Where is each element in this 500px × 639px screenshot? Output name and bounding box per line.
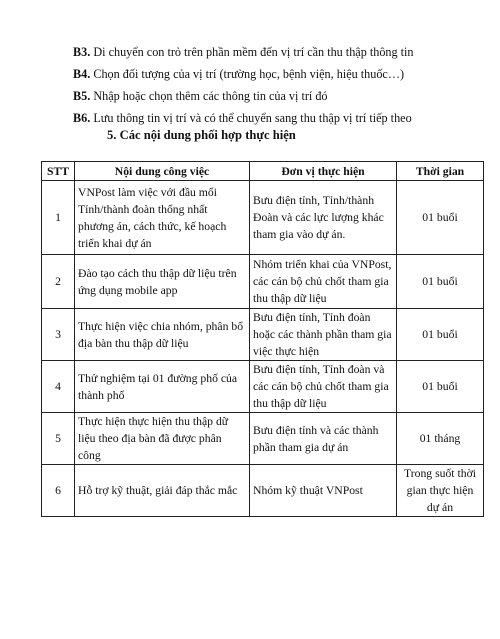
table-header-row [42, 162, 484, 181]
cell-stt: 1 [42, 181, 75, 255]
cell-unit: Bưu điện tỉnh, Tỉnh đoàn và các cán bộ chủ chốt tham gia thu thập dữ liệu [250, 361, 397, 413]
header-time: Thời gian [397, 162, 484, 181]
header-stt: STT [42, 162, 75, 181]
section-title: 5. Các nội dung phối hợp thực hiện [107, 128, 296, 142]
cell-task: Thử nghiệm tại 01 đường phố của thành phố [75, 361, 250, 413]
step-b3: B3. Di chuyển con trỏ trên phần mềm đến vị trí cần thu thập thông tin [73, 45, 414, 59]
cell-unit: Bưu điện tỉnh và các thành phần tham gia dự án [250, 413, 397, 465]
cell-time: 01 buổi [397, 255, 484, 309]
cell-unit: Bưu điện tỉnh, Tỉnh/thành Đoàn và các lực lượng khác tham gia vào dự án. [250, 181, 397, 255]
cell-stt: 4 [42, 361, 75, 413]
cell-task: Thực hiện thực hiện thu thập dữ liệu theo địa bàn đã được phân công [75, 413, 250, 465]
cell-stt: 6 [42, 465, 75, 517]
cell-task: Đào tạo cách thu thập dữ liệu trên ứng dụng mobile app [75, 255, 250, 309]
cell-time: Trong suốt thời gian thực hiện dự án [397, 465, 484, 517]
table-row [42, 465, 484, 517]
header-task: Nội dung công việc [75, 162, 250, 181]
cell-unit: Bưu điện tỉnh, Tỉnh đoàn hoặc các thành phần tham gia việc thực hiện [250, 309, 397, 361]
steps-list [73, 41, 473, 129]
cell-time: 01 buổi [397, 361, 484, 413]
cell-unit: Nhóm triển khai của VNPost, các cán bộ chủ chốt tham gia thu thập dữ liệu [250, 255, 397, 309]
step-b6: B6. Lưu thông tin vị trí và có thể chuyển sang thu thập vị trí tiếp theo [73, 111, 412, 125]
coordination-table [41, 161, 484, 517]
table-row [42, 255, 484, 309]
cell-time: 01 buổi [397, 309, 484, 361]
header-unit: Đơn vị thực hiện [250, 162, 397, 181]
step-b5: B5. Nhập hoặc chọn thêm các thông tin của vị trí đó [73, 89, 328, 103]
cell-stt: 5 [42, 413, 75, 465]
cell-task: VNPost làm việc với đầu mối Tỉnh/thành đoàn thống nhất phương án, cách thức, kế hoạch triển khai dự án [75, 181, 250, 255]
table-row [42, 361, 484, 413]
cell-task: Hỗ trợ kỹ thuật, giải đáp thắc mắc [75, 465, 250, 517]
cell-time: 01 buổi [397, 181, 484, 255]
table-row [42, 309, 484, 361]
cell-unit: Nhóm kỹ thuật VNPost [250, 465, 397, 517]
table-row [42, 413, 484, 465]
cell-time: 01 tháng [397, 413, 484, 465]
cell-stt: 2 [42, 255, 75, 309]
step-b4: B4. Chọn đối tượng của vị trí (trường học, bệnh viện, hiệu thuốc…) [73, 67, 405, 81]
table-row [42, 181, 484, 255]
cell-stt: 3 [42, 309, 75, 361]
cell-task: Thực hiện việc chia nhóm, phân bổ địa bàn thu thập dữ liệu [75, 309, 250, 361]
